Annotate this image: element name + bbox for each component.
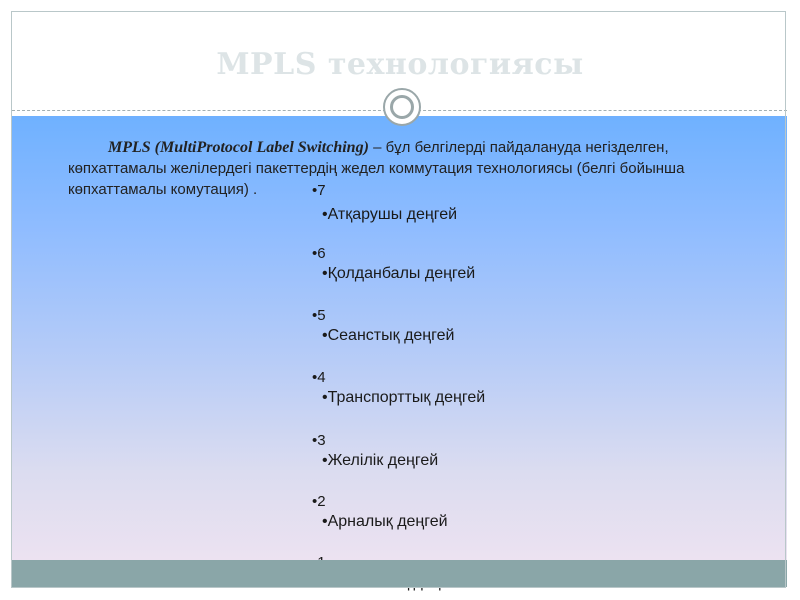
layer-number: •6: [312, 245, 326, 262]
circle-ornament-icon: [383, 88, 421, 126]
layer-name: •Арналық деңгей: [322, 513, 448, 530]
layer-number: •2: [312, 493, 326, 510]
layer-number: •7: [312, 182, 326, 199]
mpls-definition: [68, 137, 718, 200]
layer-name: •Желілік деңгей: [322, 452, 439, 469]
slide-title: MPLS технологиясы: [216, 47, 584, 82]
layer-number: •5: [312, 307, 326, 324]
layer-name: •Транспорттық деңгей: [322, 389, 486, 406]
layer-number: •4: [312, 369, 326, 386]
definition-term: MPLS (MultiProtocol Label Switching): [108, 139, 369, 156]
layer-number: •3: [312, 432, 326, 449]
layer-name: •Қолданбалы деңгей: [322, 265, 476, 282]
definition-text: – бұл белгілерді пайдаланудa негізделген, көпхаттамалы желілердегі пакеттердің жедел коммутация технологиясы (белгі бойынша көпхаттамалы комутация) .: [68, 139, 685, 198]
circle-ornament-inner: [390, 95, 414, 119]
layer-name: •Сеанстық деңгей: [322, 327, 455, 344]
footer-band: [12, 560, 787, 587]
layer-name: •Атқарушы деңгей: [322, 206, 458, 223]
